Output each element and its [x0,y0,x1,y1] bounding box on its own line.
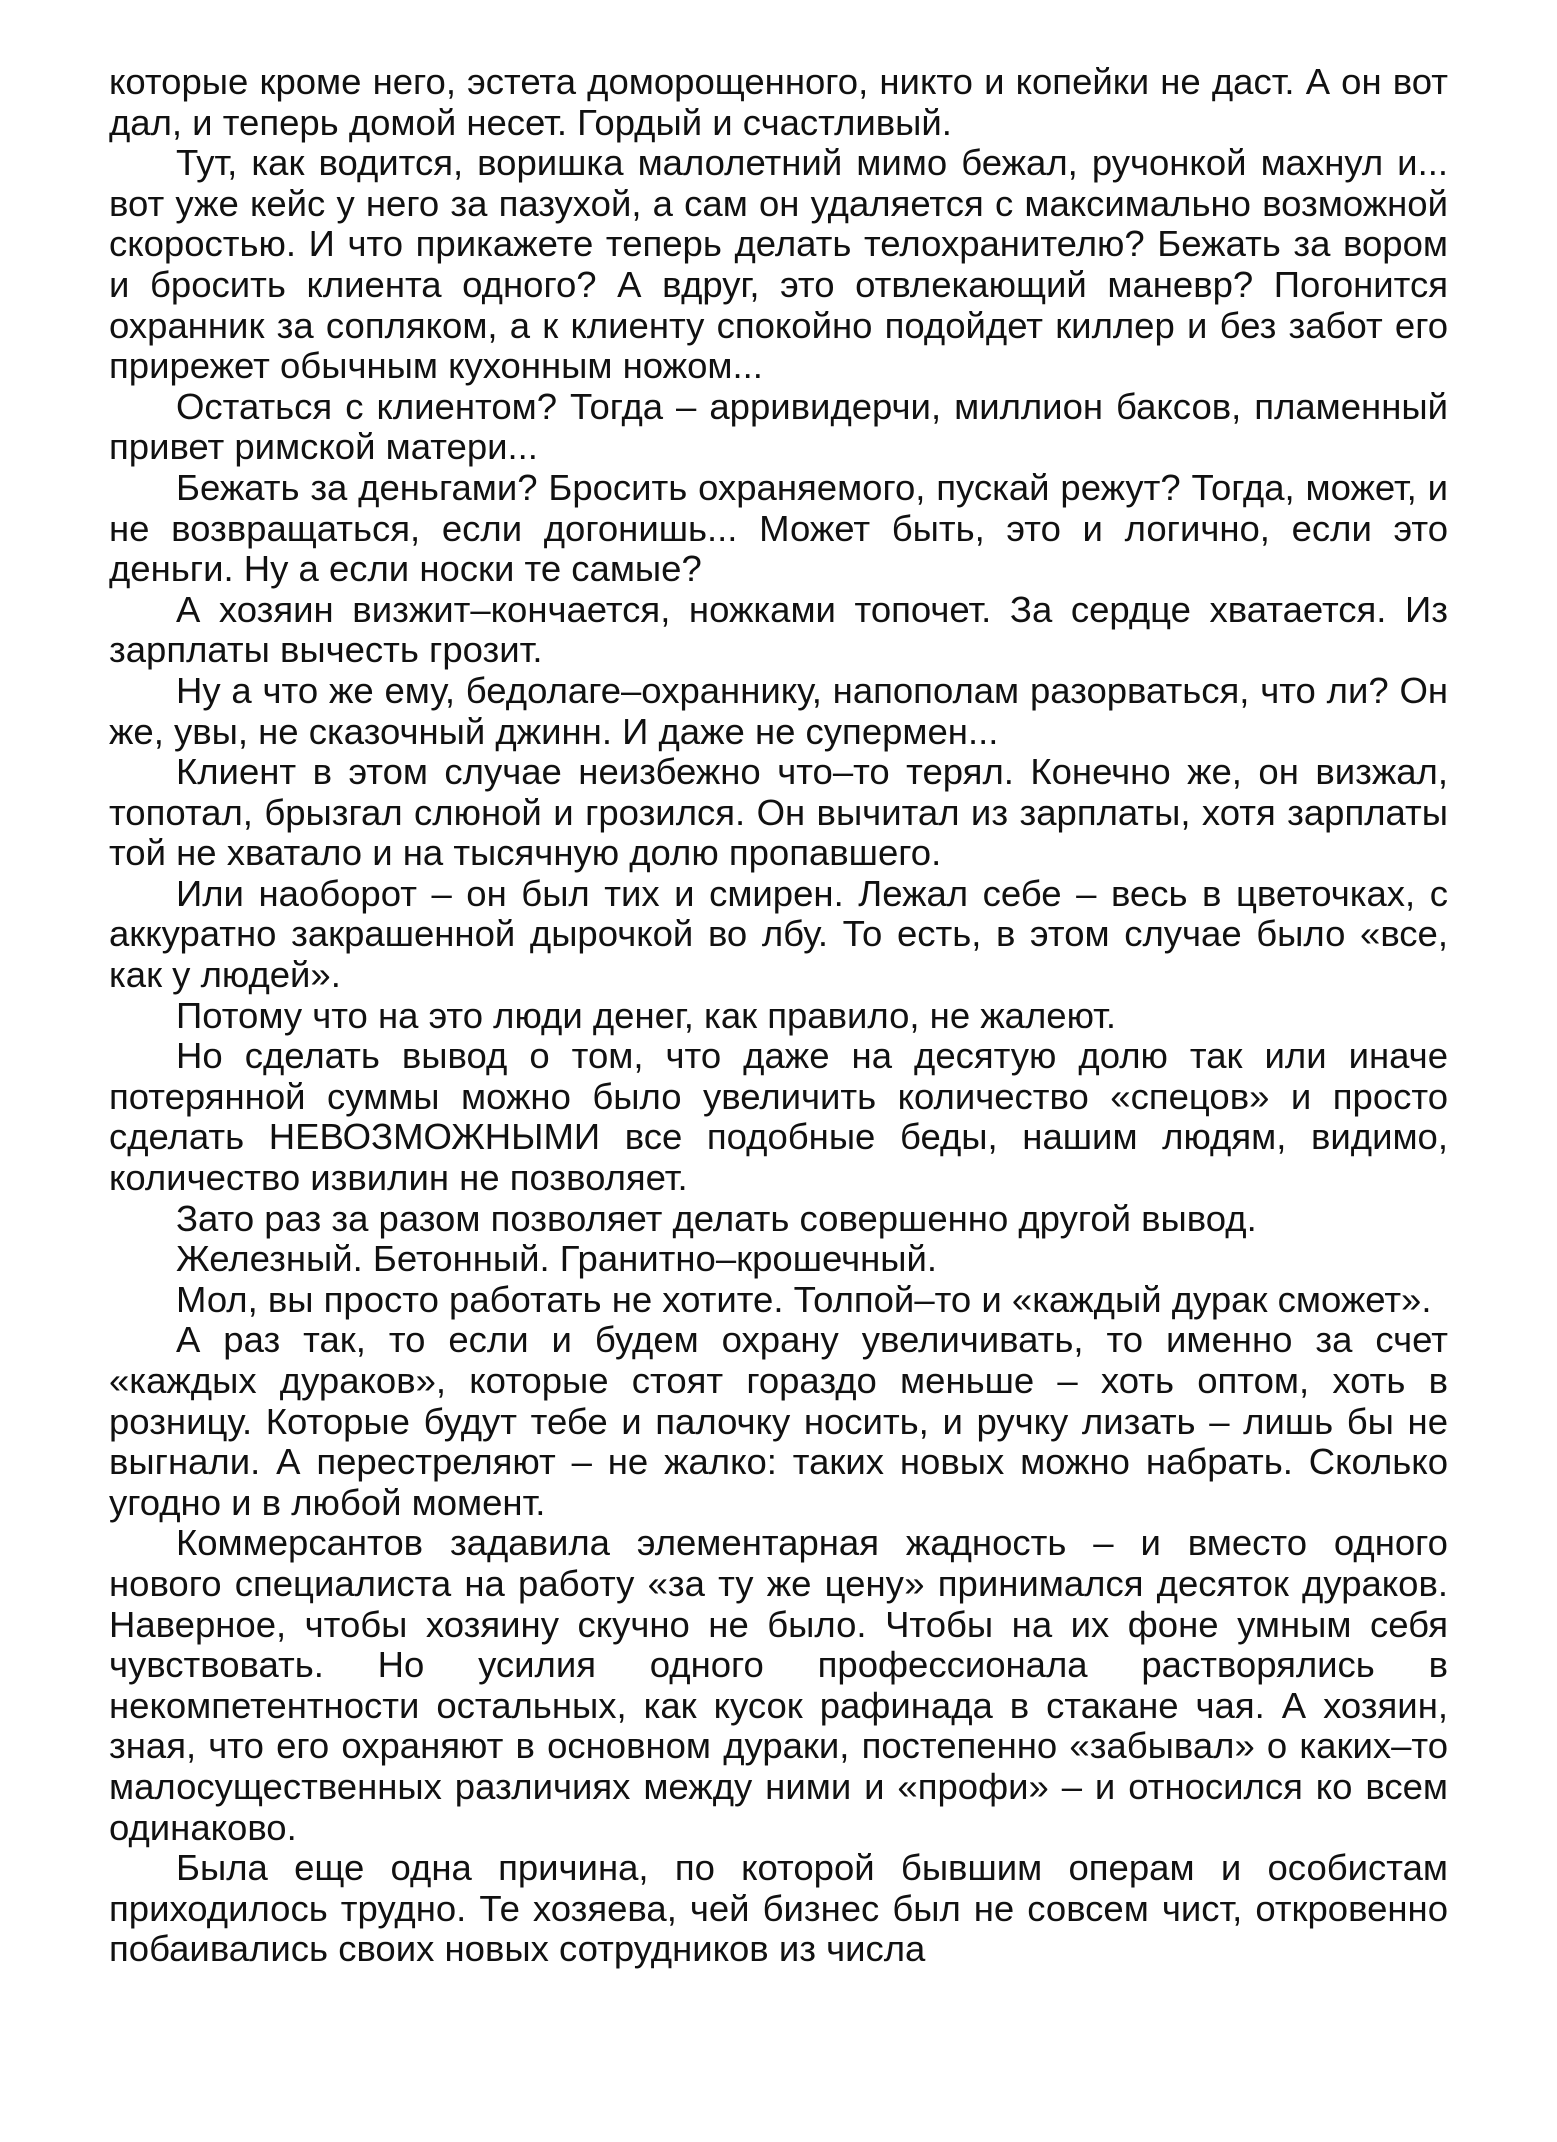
paragraph-12: Железный. Бетонный. Гранитно–крошечный. [176,1238,938,1280]
paragraph-13: Мол, вы просто работать не хотите. Толпой–то и «каждый дурак сможет». [176,1278,1432,1320]
paragraph-15: Коммерсантов задавила элементарная жадность – и вместо одного нового специалиста на работу «за ту же цену» принимался десяток дураков. Наверное, чтобы хозяину скучно не было. Чтобы на их фоне умным себя чувствовать. Но усилия одного профессионала растворялись в некомпетентности остальных, как кусок рафинада в стакане чая. А хозяин, зная, что его охраняют в основном дураки, постепенно «забывал» о каких–то малосущественных различиях между ними и «профи» – и относился ко всем одинаково. [109,1522,1448,1848]
paragraph-9: Потому что на это люди денег, как правило, не жалеют. [176,994,1116,1036]
paragraph-14: А раз так, то если и будем охрану увеличивать, то именно за счет «каждых дураков», которые стоят гораздо меньше – хоть оптом, хоть в розницу. Которые будут тебе и палочку носить, и ручку лизать – лишь бы не выгнали. А перестреляют – не жалко: таких новых можно набрать. Сколько угодно и в любой момент. [109,1319,1448,1523]
paragraph-2: Тут, как водится, воришка малолетний мимо бежал, ручонкой махнул и... вот уже кейс у него за пазухой, а сам он удаляется с максимально возможной скоростью. И что прикажете теперь делать телохранителю? Бежать за вором и бросить клиента одного? А вдруг, это отвлекающий маневр? Погонится охранник за сопляком, а к клиенту спокойно подойдет киллер и без забот его прирежет обычным кухонным ножом... [109,142,1448,387]
paragraph-11: Зато раз за разом позволяет делать совершенно другой вывод. [176,1197,1257,1239]
paragraph-7: Клиент в этом случае неизбежно что–то терял. Конечно же, он визжал, топотал, брызгал слюной и грозился. Он вычитал из зарплаты, хотя зарплаты той не хватало и на тысячную долю пропавшего. [109,751,1448,874]
paragraph-16: Была еще одна причина, по которой бывшим операм и особистам приходилось трудно. Те хозяева, чей бизнес был не совсем чист, откровенно побаивались своих новых сотрудников из числа [109,1847,1448,1970]
paragraph-8: Или наоборот – он был тих и смирен. Лежал себе – весь в цветочках, с аккуратно закрашенной дырочкой во лбу. То есть, в этом случае было «все, как у людей». [109,872,1448,996]
paragraph-6: Ну а что же ему, бедолаге–охраннику, напополам разорваться, что ли? Он же, увы, не сказочный джинн. И даже не супермен... [109,669,1448,752]
paragraph-5: А хозяин визжит–кончается, ножками топочет. За сердце хватается. Из зарплаты вычесть грозит. [109,588,1448,671]
paragraph-3: Остаться с клиентом? Тогда – арривидерчи, миллион баксов, пламенный привет римской матери... [109,385,1448,468]
paragraph-4: Бежать за деньгами? Бросить охраняемого, пускай режут? Тогда, может, и не возвращаться, если догонишь... Может быть, это и логично, если это деньги. Ну а если носки те самые? [109,466,1448,590]
book-page [109,62,1448,1970]
paragraph-10: Но сделать вывод о том, что даже на десятую долю так или иначе потерянной суммы можно было увеличить количество «спецов» и просто сделать НЕВОЗМОЖНЫМИ все подобные беды, нашим людям, видимо, количество извилин не позволяет. [109,1035,1448,1199]
paragraph-1: которые кроме него, эстета доморощенного, никто и копейки не даст. А он вот дал, и теперь домой несет. Гордый и счастливый. [109,61,1448,143]
